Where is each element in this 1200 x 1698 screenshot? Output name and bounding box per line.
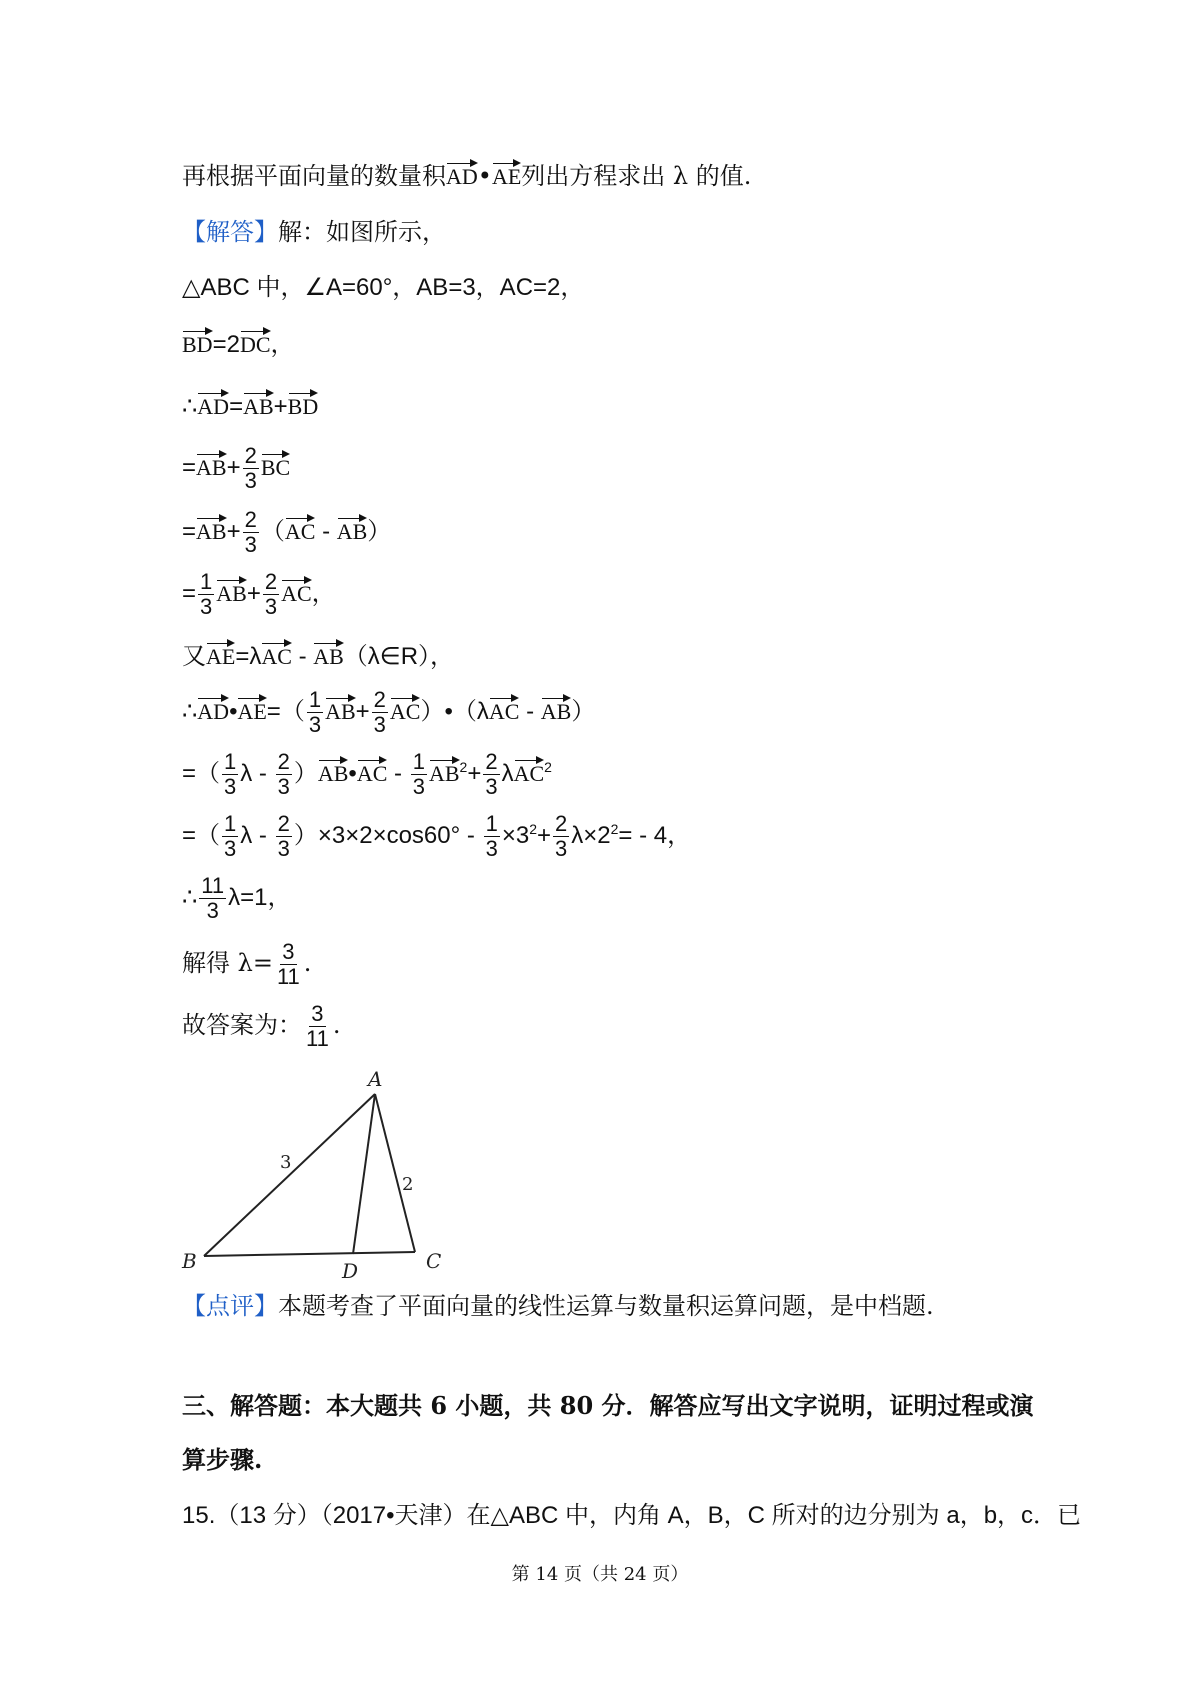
vector-ae: AE [492,160,521,188]
fraction: $\frac{1}{3}$ [308,687,322,737]
label-d: D [342,1259,359,1278]
fraction: $\frac{1}{3}$ [224,749,237,799]
comment-tag: 【点评】 [182,1292,278,1320]
section-title-line-1: 三、解答题：本大题共 6 小题，共 80 分．解答应写出文字说明，证明过程或演 [182,1391,1034,1420]
fraction: $\frac{2}{3}$ [264,569,278,619]
fraction: $\frac{1}{3}$ [485,811,498,861]
fraction: $\frac{11}{3}$ [201,873,225,923]
label-b: B [182,1249,197,1273]
fraction: $\frac{2}{3}$ [244,507,257,557]
question-15: 15.（13 分）（2017•天津）在△ABC 中，内角 A，B，C 所对的边分别为 a，b，c．已 [182,1502,1082,1529]
section-title-line-2: 算步骤. [182,1445,263,1474]
segment-ad [353,1094,375,1254]
fraction: $\frac{2}{3}$ [373,687,386,737]
line-12: =（ $\frac{1}{3}$ λ - $\frac{2}{3}$ ）×3×2×cos60° - $\frac{1}{3}$ $\times 3^2+$ $\frac{2}{3}$ $\lambda\times 2^2= - 4$， [182,811,692,861]
fraction: $\frac{2}{3}$ [244,443,257,493]
line-2: 【解答】解：如图所示， [182,218,446,246]
vector-ad: AD [446,160,478,188]
line-1: 再根据平面向量的数量积AD•AE列出方程求出 λ 的值. [182,162,752,190]
line-7: =AB+ $\frac{2}{3}$ （AC - AB） [182,507,392,557]
line-5: ∴AD=AB+BD [182,390,318,423]
line-8: = $\frac{1}{3}$ AB+ $\frac{2}{3}$ AC， [182,569,336,619]
line-14: 解得 λ= $\frac{3}{11}$ . [182,939,312,989]
side-ac [375,1094,415,1252]
fraction: $\frac{2}{3}$ [277,811,290,861]
side-ab [204,1094,375,1256]
fraction: $\frac{2}{3}$ [277,749,290,799]
triangle-figure [170,1058,470,1278]
fraction: $\frac{3}{11}$ [276,939,300,989]
line-4: BD=2DC， [182,328,295,361]
side-bc [204,1252,415,1256]
line-9: 又AE=λAC - AB（λ∈R）， [182,640,454,673]
fraction: $\frac{3}{11}$ [306,1001,329,1051]
line-13: ∴ $\frac{11}{3}$ λ=1， [182,873,292,923]
page-footer: 第 14 页（共 24 页） [511,1564,689,1585]
line-6: =AB+ $\frac{2}{3}$ BC [182,443,291,493]
label-a: A [368,1067,383,1091]
label-c: C [426,1249,442,1273]
label-side-ac: 2 [402,1174,414,1195]
answer-tag: 【解答】 [182,218,278,246]
fraction: $\frac{2}{3}$ [555,811,568,861]
line-10: ∴AD•AE=（ $\frac{1}{3}$ AB+ $\frac{2}{3}$ AC）•（λAC - AB） [182,687,596,737]
line-3: △ABC 中，∠A=60°，AB=3，AC=2， [182,274,585,301]
line-15: 故答案为： $\frac{3}{11}$ . [182,1001,341,1051]
line-11: =（ $\frac{1}{3}$ λ - $\frac{2}{3}$ ）AB•AC - $\frac{1}{3}$ $AB^2+$ $\frac{2}{3}$ λAC$^2$ [182,749,552,799]
comment-line: 【点评】本题考查了平面向量的线性运算与数量积运算问题，是中档题. [182,1292,934,1320]
label-side-ab: 3 [280,1152,292,1173]
fraction: $\frac{1}{3}$ [224,811,237,861]
fraction: $\frac{1}{3}$ [200,569,213,619]
fraction: $\frac{1}{3}$ [412,749,425,799]
fraction: $\frac{2}{3}$ [485,749,498,799]
